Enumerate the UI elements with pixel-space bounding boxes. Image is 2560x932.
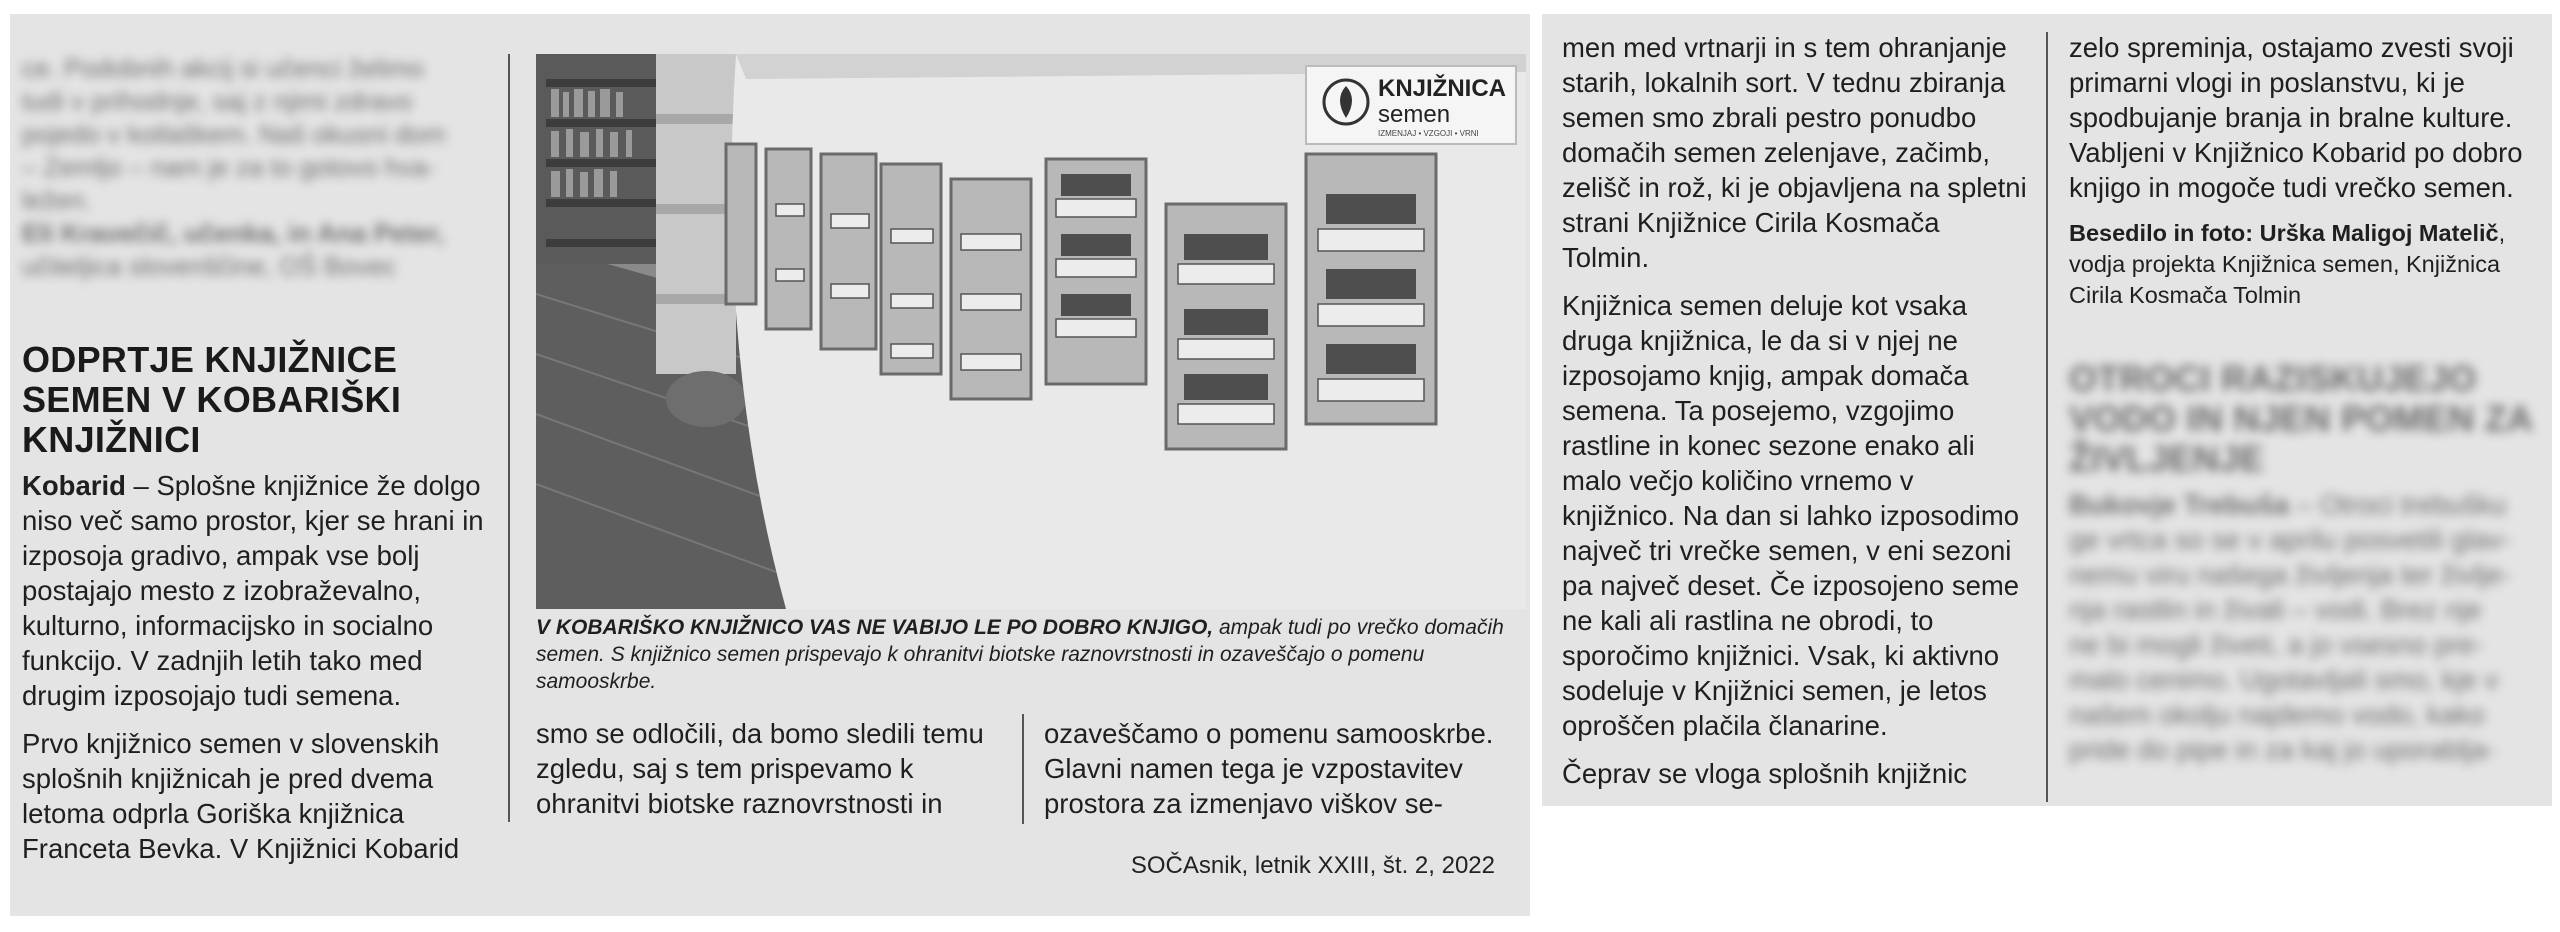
author-name: Besedilo in foto: Urška Maligoj Matelič (2069, 220, 2499, 246)
column-rule (1022, 714, 1024, 824)
sign-subtitle: semen (1378, 101, 1451, 128)
caption-bold: V KOBARIŠKO KNJIŽNICO VAS NE VABIJO LE PO DOBRO KNJIGO, (536, 616, 1214, 639)
paragraph-3: smo se odločili, da bomo sledili temu zgledu, saj s tem prispevamo k ohranitvi biotske raznovrstnosti in (536, 718, 984, 819)
next-article-dateline: Bukovje Trebuša (2069, 489, 2290, 520)
article-headline: ODPRTJE KNJIŽNICE SEMEN V KOBARIŠKI KNJIŽNICI (22, 339, 402, 460)
article-column-2 (536, 716, 1006, 834)
article-photo (536, 54, 1526, 609)
author-role: , vodja projekta Knjižnica semen, Knjižnica Cirila Kosmača Tolmin (2069, 220, 2506, 308)
previous-article-blurred: ce. Podobnih akcij si učenci želimo tudi v prihodnje, saj z njimi zdravo pojedo v kotlaškem. Naš okusni dom – Zemljo – nam je za to gotovo hva- ležen. Eli Kravečič, učenka, in Ana Peter, učiteljica slovenščine, OŠ Bovec (22, 53, 446, 281)
dateline: Kobarid (22, 470, 126, 501)
next-article-headline: OTROCI RAZISKUJEJO VODO IN NJEN POMEN ZA ŽIVLJENJE (2069, 358, 2533, 479)
photo-caption (536, 614, 1526, 695)
paragraph-4: ozaveščamo o pomenu samooskrbe. Glavni namen tega je vzpostavitev prostora za izmenjavo viškov se- (1044, 718, 1494, 819)
article-column-1 (22, 340, 490, 879)
paragraph-2: Prvo knjižnico semen v slovenskih splošnih knjižnicah je pred dvema letoma odprla Goriška knjižnica Franceta Bevka. V Knjižnici Kobarid (22, 728, 460, 864)
column-rule (508, 54, 510, 822)
column-rule (2046, 32, 2048, 802)
article-column-3 (1044, 716, 1514, 834)
article-column-4 (1562, 30, 2032, 804)
sign-tagline: IZMENJAJ • VZGOJI • VRNI (1378, 129, 1479, 138)
paragraph-8: zelo spreminja, ostajamo zvesti svoji primarni vlogi in poslanstvu, ki je spodbujanje branja in bralne kulture. Vabljeni v Knjižnico Kobarid po dobro knjigo in mogoče tudi vrečko semen. (2069, 32, 2523, 203)
paragraph-1: – Splošne knjižnice že dolgo niso več samo prostor, kjer se hrani in izposoja gradivo, ampak vse bolj postajajo mesto z izobraževalno, kulturno, informacijsko in socialno funkcijo. V zadnjih letih tako med drugim izposojajo tudi semena. (22, 470, 484, 711)
right-page (1542, 14, 2552, 806)
caption-text: ampak tudi po vrečko domačih semen. S knjižnico semen prispevajo k ohranitvi biotske raznovrstnosti in ozaveščajo o pomenu samooskrbe. (536, 616, 1504, 693)
sign-title: KNJIŽNICA (1378, 75, 1507, 102)
left-page (10, 14, 1530, 916)
paragraph-7: Čeprav se vloga splošnih knjižnic (1562, 758, 1968, 789)
paragraph-6: Knjižnica semen deluje kot vsaka druga knjižnica, le da si v njej ne izposojamo knjig, ampak domača semena. Ta posejemo, vzgojimo rastline in konec sezone enako ali malo večjo količino vrnemo v knjižnico. Na dan si lahko izposodimo največ tri vrečke semen, v eni sezoni pa največ deset. Če izposojeno seme ne kali ali rastlina ne obrodi, to sporočimo knjižnici. Vsak, ki aktivno sodeluje v Knjižnici semen, je letos oproščen plačila članarine. (1562, 290, 2020, 741)
next-article-blurred: OTROCI RAZISKUJEJO VODO IN NJEN POMEN ZA ŽIVLJENJE Bukovje Trebuša – Otroci trebušku ge vrtca so se v aprilu posvetili glav- nemu viru našega življenja ter življe- nja rastlin in živali – vodi. Brez nje ne bi mogli živeti, a jo vsesno pre- malo cenimo. Ugotavljali smo, kje v našem okolju najdemo vodo, kako pride do pipe in za kaj jo uporablja- (2069, 359, 2539, 767)
paragraph-5: men med vrtnarji in s tem ohranjanje starih, lokalnih sort. V tednu zbiranja semen smo zbrali pestro ponudbo domačih semen zelenjave, začimb, zelišč in rož, ki je objavljena na spletni strani Knjižnice Cirila Kosmača Tolmin. (1562, 32, 2027, 273)
publication-footer: SOČAsnik, letnik XXIII, št. 2, 2022 (1130, 852, 1495, 879)
author-credit (2069, 218, 2539, 311)
article-column-5 (2069, 30, 2539, 767)
